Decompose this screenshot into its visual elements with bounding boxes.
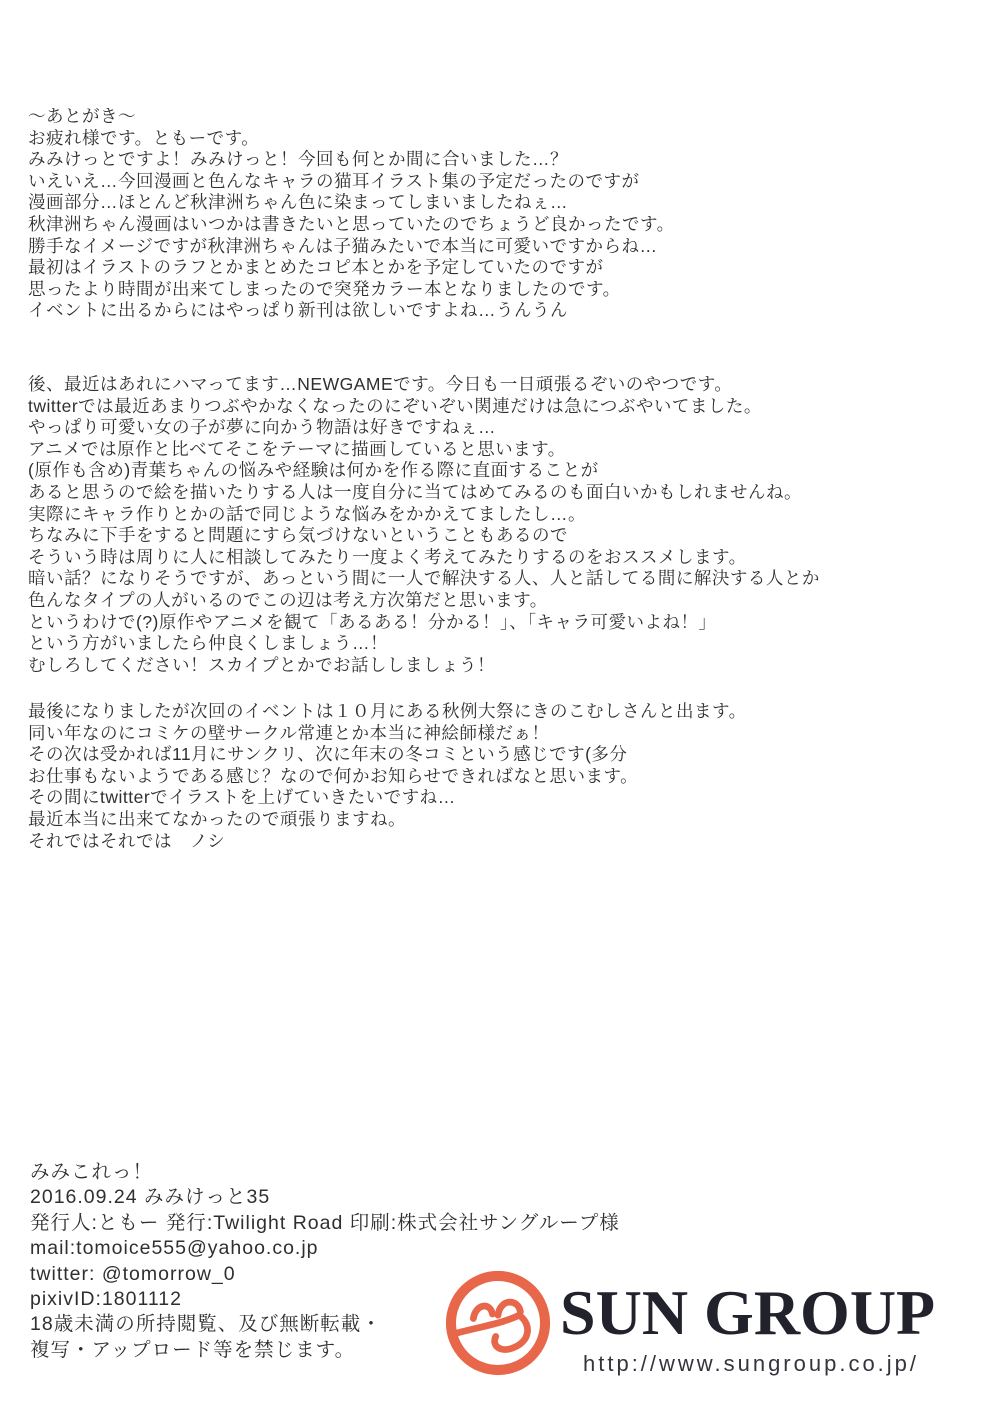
text-line: いえいえ…今回漫画と色んなキャラの猫耳イラスト集の予定だったのですが <box>28 170 640 191</box>
text-line: twitterでは最近あまりつぶやかなくなったのにぞいぞい関連だけは急につぶやいてました。 <box>28 395 762 416</box>
text-line: それではそれでは ノシ <box>28 830 226 851</box>
disclaimer-line-1: 18歳未満の所持閲覧、及び無断転載・ <box>30 1313 382 1336</box>
text-line: 秋津洲ちゃん漫画はいつかは書きたいと思っていたのでちょうど良かったです。 <box>28 213 675 234</box>
text-line: その次は受かれば11月にサンクリ、次に年末の冬コミという感じです(多分 <box>28 744 628 765</box>
text-line: そういう時は周りに人に相談してみたり一度よく考えてみたりするのをおススメします。 <box>28 546 747 567</box>
text-line: というわけで(?)原作やアニメを観て「あるある！分かる！」、「キャラ可愛いよね！」 <box>28 611 717 632</box>
twitter-handle: twitter: @tomorrow_0 <box>30 1262 236 1285</box>
printer-url: http://www.sungroup.co.jp/ <box>583 1351 920 1376</box>
text-line: という方がいましたら仲良くしましょう…！ <box>28 633 388 654</box>
text-line: みみけっとですよ！みみけっと！今回も何とか間に合いました…？ <box>28 149 568 170</box>
text-line: アニメでは原作と比べてそこをテーマに描画していると思います。 <box>28 438 566 459</box>
printer-name: SUN GROUP <box>560 1277 936 1348</box>
text-line: 最後になりましたが次回のイベントは１０月にある秋例大祭にきのこむしさんと出ます。 <box>28 701 747 721</box>
sun-group-logo-icon <box>442 1266 554 1380</box>
text-line: その間にtwitterでイラストを上げていきたいですね… <box>28 787 456 808</box>
disclaimer-line-2: 複写・アップロード等を禁じます。 <box>30 1338 356 1361</box>
text-line: あると思うので絵を描いたりする人は一度自分に当てはめてみるのも面白いかもしれませんね。 <box>28 481 802 502</box>
publisher-line: 発行人:ともー 発行:Twilight Road 印刷:株式会社サングループ様 <box>30 1211 620 1234</box>
afterword-paragraph-3 <box>28 701 747 852</box>
text-line: 暗い話？になりそうですが、あっという間に一人で解決する人、人と話してる間に解決する人とか <box>28 568 820 589</box>
afterword-paragraph-2 <box>28 374 820 676</box>
text-line: 後、最近はあれにハマってます…NEWGAMEです。今日も一日頑張るぞいのやつです。 <box>28 374 733 394</box>
text-line: やっぱり可愛い女の子が夢に向かう物語は好きですねぇ… <box>28 417 496 438</box>
text-line: 色んなタイプの人がいるのでこの辺は考え方次第だと思います。 <box>28 589 548 610</box>
book-title: みみこれっ！ <box>30 1161 154 1183</box>
text-line: 最初はイラストのラフとかまとめたコピ本とかを予定していたのですが <box>28 257 604 278</box>
text-line: ちなみに下手をすると問題にすら気づけないということもあるので <box>28 525 568 546</box>
event-date: 2016.09.24 みみけっと35 <box>30 1186 271 1209</box>
mail-address: mail:tomoice555@yahoo.co.jp <box>30 1237 319 1260</box>
text-line: 勝手なイメージですが秋津洲ちゃんは子猫みたいで本当に可愛いですからね… <box>28 235 658 256</box>
text-line: (原作も含め)青葉ちゃんの悩みや経験は何かを作る際に直面することが <box>28 460 599 481</box>
text-line: イベントに出るからにはやっぱり新刊は欲しいですよね…うんうん <box>28 300 568 321</box>
text-line: 同い年なのにコミケの壁サークル常連とか本当に神絵師様だぁ！ <box>28 722 550 743</box>
text-line: 漫画部分…ほとんど秋津洲ちゃん色に染まってしまいましたねぇ… <box>28 192 568 213</box>
text-line: むしろしてください！スカイプとかでお話ししましょう！ <box>28 654 495 675</box>
pixiv-id: pixivID:1801112 <box>30 1288 182 1311</box>
afterword-paragraph-1 <box>28 106 675 322</box>
text-line: お仕事もないようである感じ？なので何かお知らせできればなと思います。 <box>28 765 639 786</box>
text-line: 思ったより時間が出来てしまったので突発カラー本となりましたのです。 <box>28 278 621 299</box>
text-line: ～あとがき～ <box>28 106 136 126</box>
text-line: お疲れ様です。ともーです。 <box>28 127 260 148</box>
text-line: 最近本当に出来てなかったので頑張りますね。 <box>28 808 406 829</box>
text-line: 実際にキャラ作りとかの話で同じような悩みをかかえてましたし…。 <box>28 503 586 524</box>
